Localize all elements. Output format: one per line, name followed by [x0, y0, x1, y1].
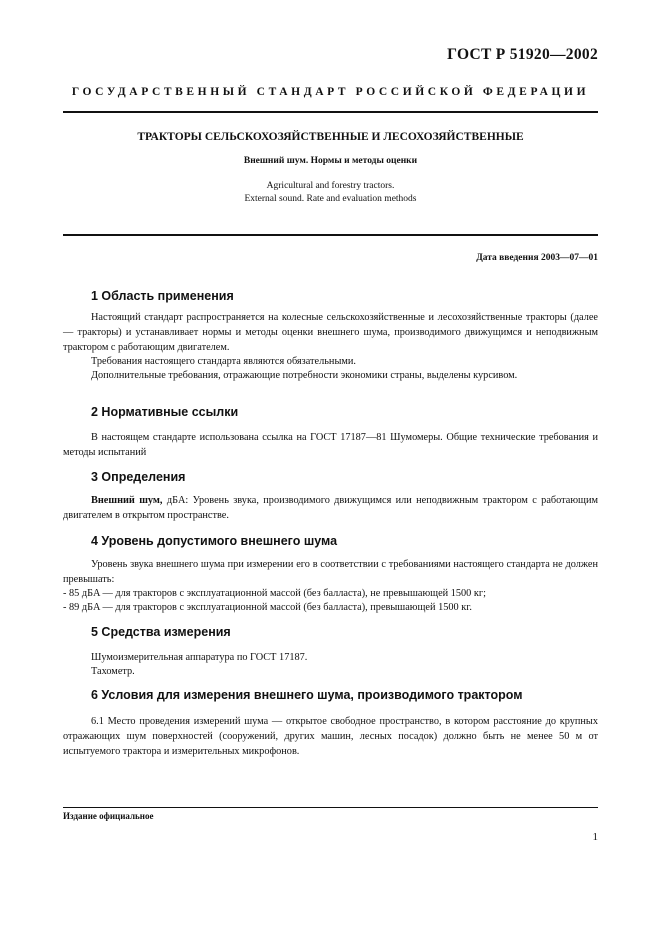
state-standard-title: ГОСУДАРСТВЕННЫЙ СТАНДАРТ РОССИЙСКОЙ ФЕДЕРАЦИИ [71, 86, 590, 98]
document-title: ТРАКТОРЫ СЕЛЬСКОХОЗЯЙСТВЕННЫЕ И ЛЕСОХОЗЯЙСТВЕННЫЕ [137, 131, 524, 143]
section-4-heading: 4 Уровень допустимого внешнего шума [91, 534, 338, 548]
footer-divider [63, 807, 598, 808]
section-1-paragraph-2: Требования настоящего стандарта являются обязательными. [91, 356, 356, 367]
section-6-heading: 6 Условия для измерения внешнего шума, производимого трактором [91, 688, 523, 702]
introduction-date: Дата введения 2003—07—01 [476, 253, 598, 263]
document-code: ГОСТ Р 51920—2002 [447, 46, 598, 63]
section-4-list-item-2: - 89 дБA — для тракторов с эксплуатационной массой (без балласта), превышающей 1500 кг. [63, 602, 472, 613]
section-5-item-2: Тахометр. [91, 666, 135, 677]
section-5-item-1: Шумоизмерительная аппаратура по ГОСТ 17187. [91, 652, 308, 663]
section-3-paragraph-1 [63, 493, 598, 523]
section-4-list-item-1: - 85 дБA — для тракторов с эксплуатационной массой (без балласта), не превышающей 1500 кг; [63, 588, 486, 599]
term-external-noise: Внешний шум, [91, 495, 163, 506]
section-2-heading: 2 Нормативные ссылки [91, 405, 239, 419]
english-title-line-2: External sound. Rate and evaluation methods [244, 194, 417, 204]
term-definition: дБA: Уровень звука, производимого движущимся или неподвижным трактором с работающим двигателем в открытом пространстве. [63, 495, 598, 521]
section-1-paragraph-3: Дополнительные требования, отражающие потребности экономики страны, выделены курсивом. [91, 370, 518, 381]
section-1-paragraph-1: Настоящий стандарт распространяется на колесные сельскохозяйственные и лесохозяйственные тракторы (далее — тракторы) и устанавливает нормы и методы оценки внешнего шума, производимого движущимся и неподвижным трактором с работающим двигателем. [63, 312, 598, 353]
official-edition-note: Издание официальное [63, 811, 154, 821]
section-6-paragraph-1: 6.1 Место проведения измерений шума — открытое свободное пространство, в котором расстояние до крупных отражающих шум поверхностей (сооружений, других машин, лесных посадок) должно быть не менее 50 м от испытуемого трактора и измерительных микрофонов. [63, 716, 598, 757]
english-title-line-1: Agricultural and forestry tractors. [266, 181, 395, 191]
document-subtitle: Внешний шум. Нормы и методы оценки [243, 156, 418, 166]
page-number: 1 [592, 831, 598, 843]
title-divider [63, 234, 598, 236]
section-1-heading: 1 Область применения [91, 289, 234, 303]
section-4-paragraph-1: Уровень звука внешнего шума при измерении его в соответствии с требованиями настоящего стандарта не должен превышать: [63, 559, 598, 585]
section-3-heading: 3 Определения [91, 470, 186, 484]
top-divider [63, 111, 598, 113]
section-2-paragraph-1: В настоящем стандарте использована ссылка на ГОСТ 17187—81 Шумомеры. Общие технические требования и методы испытаний [63, 432, 598, 458]
section-5-heading: 5 Средства измерения [91, 625, 231, 639]
